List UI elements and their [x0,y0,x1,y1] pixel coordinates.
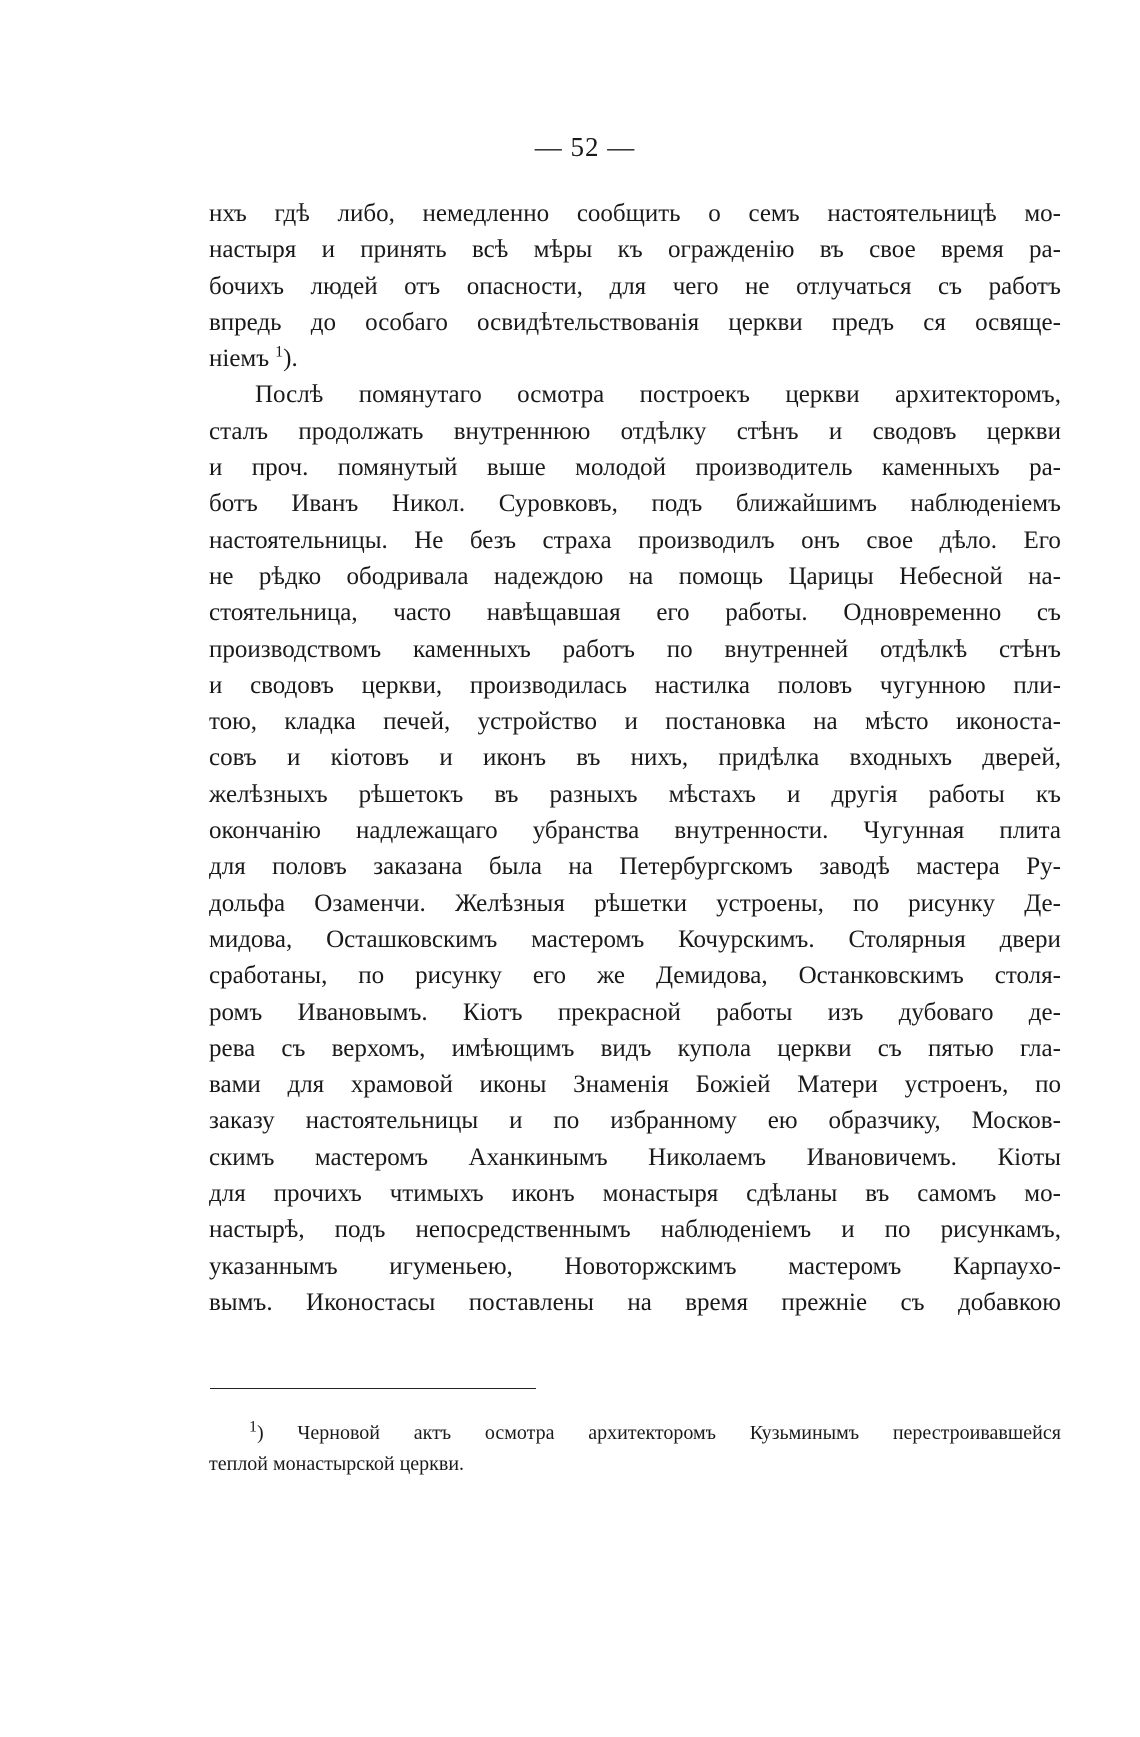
word: указаннымъ [209,1252,338,1280]
word: церкви [785,381,860,409]
word: его [532,962,567,990]
text-line [209,595,1061,631]
word: по [884,1216,911,1244]
word: кладка [284,708,356,736]
word: Послѣ [255,381,324,409]
word: скимъ [209,1143,275,1171]
word: для [209,853,246,881]
word: принять [360,236,447,264]
word: ближайшимъ [735,490,877,518]
word: Де- [1024,889,1061,917]
footnotes [209,1418,1061,1480]
word: Карпаухо- [952,1252,1061,1280]
word: работы [716,998,793,1026]
word: Кузьминымъ [749,1422,860,1444]
word: сводовъ [872,417,957,445]
word: въ [819,236,844,264]
word: продолжать [298,417,424,445]
word: другія [831,780,898,808]
text-line [209,1212,1061,1248]
word: по [553,1107,580,1135]
word: вами [209,1071,261,1099]
word: вымъ. [209,1288,273,1316]
word: производилъ [638,526,775,554]
word: добавкою [958,1288,1061,1316]
word: дѣло. [939,526,998,554]
word: работы [928,780,1005,808]
word: мидова, [209,925,293,953]
word: къ [1035,780,1061,808]
word: окончанію [209,817,321,845]
word: Останковскимъ [798,962,964,990]
word: работъ [562,635,635,663]
text-line [209,341,1061,377]
word: прекрасной [557,998,681,1026]
word: по [1035,1071,1061,1099]
word: входныхъ [849,744,953,772]
word: рева [209,1034,256,1062]
word: каменныхъ [881,454,1000,482]
word: Черновой [297,1422,380,1444]
word: по [853,889,879,917]
text-line [209,995,1061,1031]
word: мастера [916,853,1000,881]
word: плита [999,817,1061,845]
word: работы. [725,599,808,627]
word: Иванъ [291,490,359,518]
word: Царицы [788,562,874,590]
word: половъ [272,853,347,881]
word: подъ [334,1216,386,1244]
word: прочихъ [273,1180,362,1208]
word: ею [767,1107,798,1135]
word: часто [393,599,452,627]
word: церкви [986,417,1061,445]
word: по [358,962,385,990]
word: производствомъ [209,635,382,663]
word: Не [414,526,444,554]
word: впредь [209,308,282,336]
word: гдѣ [274,200,310,227]
text-line [209,1103,1061,1139]
word: тою, [209,708,258,736]
word: и [209,671,223,699]
word: съ [1036,599,1061,627]
text-line [209,886,1061,922]
word: пятью [927,1034,994,1062]
text-line [209,377,1061,413]
word: отъ [404,272,441,300]
word: мѣсто [864,708,929,736]
word: видъ [600,1034,652,1062]
word: и [841,1216,855,1244]
word: помянутый [337,454,458,482]
word: проч. [251,454,309,482]
word: отлучаться [796,272,912,300]
word: была [488,853,542,881]
word: Иконостасы [306,1288,436,1316]
word: съ [938,272,963,300]
word: ся [923,308,946,336]
word: Его [1023,526,1061,554]
text-line [209,1176,1061,1212]
word: дверей, [982,744,1061,772]
word: надлежащаго [356,817,498,845]
word: отдѣлкѣ [879,635,968,663]
text-line [209,1031,1061,1067]
word: на [628,562,654,590]
word: самомъ [917,1180,997,1208]
word: монастыря [602,1180,719,1208]
word: образчику, [828,1107,941,1135]
word: ра- [1029,454,1061,482]
word: стоятельница, [209,599,358,627]
word: устроенъ, [904,1071,1009,1099]
word: же [596,962,626,990]
word: рѣдко [258,562,322,590]
word: рѣшетокъ [358,780,464,808]
text-line-content: ніемъ [209,345,270,373]
footnote-divider [210,1388,536,1389]
word: церкви, [361,671,443,699]
word: иконы [479,1071,547,1099]
word: для [209,1180,246,1208]
text-line [209,1321,1061,1357]
footnote-line [209,1418,1061,1449]
word: мастеромъ [531,925,645,953]
body-text [209,196,1061,1358]
word: мѣстахъ [668,780,756,808]
word: на [568,853,593,881]
word: свое [869,236,916,264]
word: въ [865,1180,890,1208]
footnote-marker: 1 [249,1418,257,1436]
footnote-first-word: ) [257,1422,264,1444]
word: устройство [477,708,598,736]
word: и [439,744,453,772]
word: Аханкинымъ [468,1143,608,1171]
word: чтимыхъ [389,1180,484,1208]
word: архитекторомъ [588,1422,717,1444]
word: и [509,1107,523,1135]
word: кіотовъ [330,744,410,772]
word: настырѣ, [209,1216,305,1244]
word: Божіей [695,1071,771,1099]
word: освидѣтельствованія [477,308,700,336]
word: церкви [728,308,803,336]
word: ромъ [209,998,263,1026]
word: Новоторжскимъ [564,1252,737,1280]
word: устроены, [716,889,824,917]
word: построекъ [639,381,750,409]
word: сталъ [209,417,269,445]
word: игуменьею, [389,1252,513,1280]
word: помощь [678,562,764,590]
word: людей [310,272,378,300]
word: Москов- [971,1107,1061,1135]
word: не [745,272,770,300]
text-line [209,704,1061,740]
word: стѣнъ [736,417,799,445]
word: стѣнъ [999,635,1061,663]
word: освяще- [975,308,1061,336]
word: страха [542,526,612,554]
word: настоятельницѣ [827,200,997,227]
word: Ивановичемъ. [806,1143,957,1171]
text-line-trailing: ). [283,345,298,373]
word: заводѣ [819,853,890,881]
word: и [828,417,843,445]
text-line [209,232,1061,268]
word: чугунною [879,671,986,699]
word: по [666,635,693,663]
word: помянутаго [358,381,482,409]
word: перестроивавшейся [892,1422,1061,1444]
word: купола [677,1034,752,1062]
word: навѣщавшая [486,599,621,627]
word: сообщить [576,200,681,227]
word: съ [281,1034,306,1062]
text-line [209,269,1061,305]
text-line [209,668,1061,704]
word: заказу [209,1107,275,1135]
text-line [209,196,1061,232]
word: либо, [337,200,395,227]
word: Одновременно [843,599,1002,627]
word: постановка [665,708,786,736]
word: иконъ [511,1180,575,1208]
word: время [941,236,1004,264]
word: особаго [365,308,448,336]
word: до [310,308,336,336]
word: заказана [373,853,463,881]
word: Петербургскомъ [619,853,793,881]
word: нхъ [209,200,247,227]
word: Желѣзныя [455,889,565,917]
word: для [287,1071,325,1099]
word: изъ [827,998,864,1026]
word: храмовой [350,1071,453,1099]
word: Николаемъ [648,1143,767,1171]
word: наблюденіемъ [910,490,1061,518]
word: внутренности. [674,817,829,845]
word: безъ [469,526,517,554]
word: на [627,1288,652,1316]
word: печей, [383,708,451,736]
text-line [209,813,1061,849]
text-line [209,777,1061,813]
word: не [209,562,234,590]
word: Матери [797,1071,878,1099]
word: наблюденіемъ [660,1216,812,1244]
word: и [786,780,801,808]
word: каменныхъ [413,635,531,663]
word: предъ [831,308,895,336]
word: осмотра [517,381,605,409]
text-line [209,559,1061,595]
word: иконоста- [955,708,1061,736]
word: мо- [1024,1180,1061,1208]
word: Кочурскимъ. [678,925,815,953]
word: время [685,1288,748,1316]
word: актъ [413,1422,452,1444]
word: Ру- [1026,853,1061,881]
word: о [708,200,721,227]
word: рѣшетки [594,889,687,917]
word: молодой [575,454,667,482]
word: верхомъ, [331,1034,426,1062]
word: ра- [1029,236,1061,264]
word: желѣзныхъ [209,780,328,808]
text-line [209,740,1061,776]
word: двери [999,925,1061,953]
text-line [209,1140,1061,1176]
footnote-reference: 1 [275,343,284,361]
word: въ [576,744,601,772]
word: работъ [988,272,1061,300]
word: Осташковскимъ [326,925,498,953]
word: на [813,708,838,736]
text-line [209,523,1061,559]
word: семъ [748,200,800,227]
word: бочихъ [209,272,284,300]
word: архитекторомъ, [895,381,1061,409]
word: столя- [994,962,1061,990]
word: сработаны, [209,962,328,990]
word: Столярныя [848,925,966,953]
word: Знаменія [573,1071,669,1099]
word: пли- [1013,671,1061,699]
text-line [209,922,1061,958]
word: чего [672,272,719,300]
word: церкви [777,1034,852,1062]
word: съ [877,1034,902,1062]
word: къ [617,236,643,264]
word: осмотра [484,1422,555,1444]
text-line [209,1249,1061,1285]
word: Озаменчи. [314,889,426,917]
word: Суровковъ, [498,490,618,518]
word: гла- [1020,1034,1061,1062]
word: свое [866,526,914,554]
word: дубоваго [898,998,994,1026]
word: настоятельницы. [209,526,388,554]
text-line [209,849,1061,885]
word: сводовъ [250,671,334,699]
word: дольфа [209,889,286,917]
word: на- [1028,562,1061,590]
word: и [624,708,638,736]
word: ободривала [346,562,469,590]
word: его [656,599,690,627]
text-line [209,486,1061,522]
word: опасности, [466,272,583,300]
word: рисунку [415,962,502,990]
word: выше [486,454,546,482]
word: разныхъ [549,780,638,808]
footnote-line: теплой монастырской церкви. [209,1453,465,1475]
word: нихъ, [630,744,689,772]
word: Кіоты [997,1143,1061,1171]
word: подъ [651,490,703,518]
page-number: — 52 — [534,132,636,162]
text-line [209,450,1061,486]
word: Кіотъ [462,998,523,1026]
text-line [209,1285,1061,1321]
word: для [609,272,647,300]
word: Чугунная [863,817,965,845]
word: настилка [654,671,750,699]
word: огражденію [667,236,795,264]
word: рисункамъ, [940,1216,1061,1244]
word: настоятельницы [305,1107,479,1135]
word: немедленно [422,200,550,227]
word: Никол. [391,490,466,518]
word: съ [900,1288,925,1316]
word: Небесной [899,562,1003,590]
word: мастеромъ [788,1252,902,1280]
word: совъ [209,744,257,772]
word: непосредственнымъ [415,1216,631,1244]
word: производитель [695,454,853,482]
text-line [209,1067,1061,1103]
word: иконъ [482,744,547,772]
word: внутреннюю [453,417,591,445]
text-line [209,414,1061,450]
word: и [286,744,301,772]
word: ботъ [209,490,258,518]
word: избранному [610,1107,737,1135]
word: придѣлка [718,744,820,772]
word: и [209,454,223,482]
text-line [209,958,1061,994]
word: мо- [1024,200,1061,227]
word: онъ [801,526,840,554]
word: въ [494,780,519,808]
word: настыря [209,236,297,264]
word: Демидова, [655,962,768,990]
text-line [209,305,1061,341]
word: и [321,236,335,264]
word: сдѣланы [746,1180,838,1208]
word: производилась [469,671,628,699]
word: рисунку [908,889,995,917]
word: убранства [532,817,640,845]
word: мѣры [533,236,593,264]
word: отдѣлку [620,417,707,445]
word: половъ [777,671,853,699]
word: де- [1028,998,1061,1026]
word: прежніе [781,1288,868,1316]
word: внутренней [724,635,849,663]
text-line [209,632,1061,668]
word: надеждою [493,562,604,590]
word: Ивановымъ. [297,998,428,1026]
word: имѣющимъ [451,1034,575,1062]
word: поставлены [468,1288,594,1316]
word: мастеромъ [314,1143,429,1171]
word: всѣ [472,236,509,264]
